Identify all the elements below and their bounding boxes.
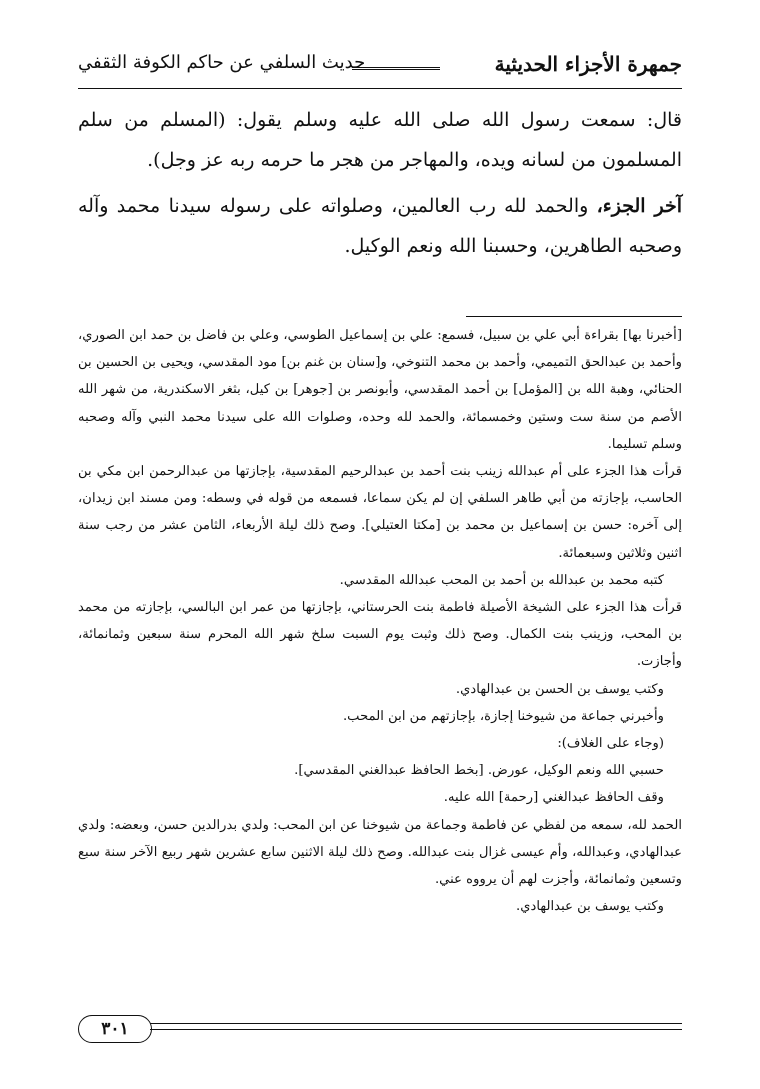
book-title: جمهرة الأجزاء الحديثية xyxy=(494,52,682,76)
footnote-separator xyxy=(466,316,682,317)
note-paragraph: (وجاء على الغلاف): xyxy=(557,736,664,752)
note-paragraph: قرأت هذا الجزء على الشيخة الأصيلة فاطمة بنت الحرستاني، بإجازتها من عمر ابن البالسي، بإجازته من محمد بن المحب، وزينب بنت الكمال. وصح ذلك وثبت يوم السبت سلخ شهر الله المحرم سنة سبعين وثمانمائة، وأجازت. xyxy=(78,600,682,670)
note-paragraph: الحمد لله، سمعه من لفظي عن فاطمة وجماعة من شيوخنا عن ابن المحب: ولدي بدرالدين حسن، وبعضه: ولدي عبدالهادي، وعبدالله، وأم عيسى غزال بنت عبدالله. وصح ذلك ليلة الاثنين سابع عشرين شهر ربيع الآخر سنة سبع وتسعين وثمانمائة، وأجزت لهم أن يرووه عني. xyxy=(78,817,682,888)
running-header xyxy=(78,52,682,86)
note-paragraph: [أخبرنا بها] بقراءة أبي علي بن سبيل، فسمع: علي بن إسماعيل الطوسي، وعلي بن فاضل بن حمد ابن الصوري، وأحمد بن عبدالحق التميمي، وأحمد بن محمد التنوخي، و[سنان بن غنم بن] مود المقدسي، ويحيى بن الحسين بن الحنائي، وهبة الله بن [المؤمل] بن أحمد المقدسي، وأبونصر بن [جوهر] بن كيل، بثغر الاسكندرية، من شهر الله الأصم من سنة ست وستين وخمسمائة، والحمد لله وحده، وصلوات الله على سيدنا محمد النبي وآله وصحبه وسلم تسليما. xyxy=(78,328,682,452)
note-paragraph: كتبه محمد بن عبدالله بن أحمد بن المحب عبدالله المقدسي. xyxy=(339,572,664,588)
closing-paragraph xyxy=(78,186,682,266)
header-rule xyxy=(78,88,682,89)
note-paragraph: قرأت هذا الجزء على أم عبدالله زينب بنت أحمد بن عبدالرحيم المقدسية، بإجازتها من عبدالرحمن ابن مكي بن الحاسب، بإجازته من أبي طاهر السلفي إن لم يكن سماعا، فسمعه من قوله في وسطه: ومن مسند ابن زيدان، إلى آخره: حسن بن إسماعيل بن محمد بن [مكتا العتيلي]. وصح ذلك ليلة الأربعاء، الثامن عشر من رجب سنة اثنين وثلاثين وسبعمائة. xyxy=(78,464,682,561)
footer-line xyxy=(150,1023,682,1024)
note-paragraph: وأخبرني جماعة من شيوخنا إجازة، بإجازتهم من ابن المحب. xyxy=(342,708,664,724)
chapter-title: حديث السلفي عن حاكم الكوفة الثقفي xyxy=(78,52,366,73)
note-paragraph: وكتب يوسف بن الحسن بن عبدالهادي. xyxy=(455,681,664,697)
note-paragraph: حسبي الله ونعم الوكيل، عورض. [بخط الحافظ عبدالغني المقدسي]. xyxy=(294,763,664,779)
page-number: ٣٠١ xyxy=(78,1015,152,1043)
closing-text: والحمد لله رب العالمين، وصلواته على رسوله سيدنا محمد وآله وصحبه الطاهرين، وحسبنا الله ونعم الوكيل. xyxy=(78,195,682,257)
note-paragraph: وكتب يوسف بن عبدالهادي. xyxy=(516,899,664,915)
note-paragraph: وقف الحافظ عبدالغني [رحمة] الله عليه. xyxy=(443,790,664,806)
hadith-paragraph: قال: سمعت رسول الله صلى الله عليه وسلم يقول: (المسلم من سلم المسلمون من لسانه ويده، والمهاجر من هجر ما حرمه ربه عز وجل). xyxy=(78,109,682,171)
main-text xyxy=(78,100,682,266)
samaat-notes xyxy=(78,322,682,920)
page-number-footer xyxy=(78,1015,682,1045)
end-of-part-label: آخر الجزء، xyxy=(596,195,682,217)
footer-line xyxy=(150,1029,682,1030)
